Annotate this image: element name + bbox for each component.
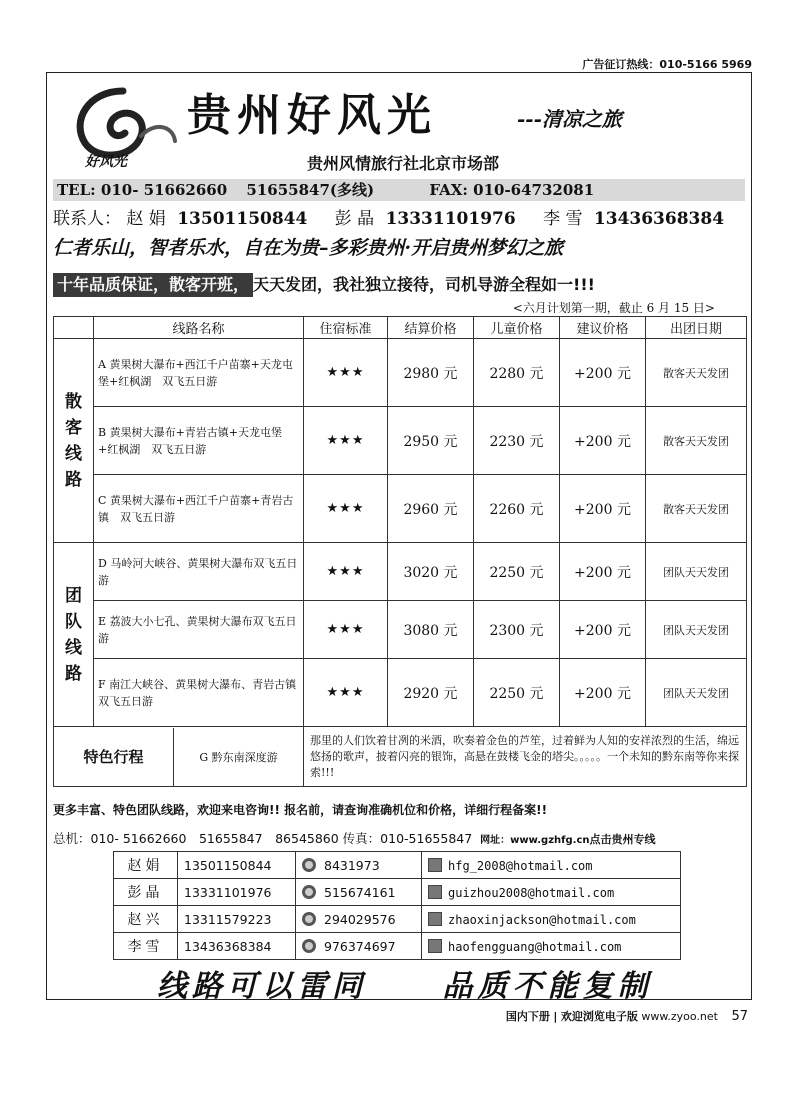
fax-number: FAX: 010-64732081	[429, 181, 595, 199]
email-address[interactable]: hfg_2008@hotmail.com	[448, 858, 593, 873]
contact-name: 赵 娟	[126, 209, 166, 229]
settle-price: 3020 元	[388, 543, 474, 601]
quality-text: 天天发团，我社独立接待，司机导游全程如一!!!	[253, 275, 595, 294]
child-price: 2300 元	[474, 601, 560, 659]
settle-price: 3080 元	[388, 601, 474, 659]
contact-row	[114, 879, 681, 906]
footer-site[interactable]: www.zyoo.net	[641, 1010, 718, 1023]
ad-frame	[46, 72, 752, 1004]
contact-name: 彭晶	[114, 879, 178, 906]
child-price: 2280 元	[474, 339, 560, 407]
child-price: 2250 元	[474, 543, 560, 601]
suggested-price: +200 元	[560, 407, 646, 475]
child-price: 2250 元	[474, 659, 560, 727]
contact-phone: 13311579223	[178, 906, 296, 933]
table-header-row	[54, 317, 747, 339]
table-row	[54, 659, 747, 727]
suggested-price: +200 元	[560, 543, 646, 601]
group-label-team: 团队线路	[54, 543, 94, 727]
star-rating: ★★★	[304, 601, 388, 659]
mail-icon	[428, 912, 442, 926]
agency-name: 贵州风情旅行社北京市场部	[307, 154, 500, 173]
switchboard-text: 总机：010- 51662660 51655847 86545860 传真：010-51655847	[53, 831, 473, 846]
tel-bar	[53, 179, 745, 201]
contact-qq	[296, 933, 422, 960]
mail-icon	[428, 939, 442, 953]
contact-row	[114, 906, 681, 933]
email-address[interactable]: zhaoxinjackson@hotmail.com	[448, 912, 636, 927]
table-header: 建议价格	[560, 317, 646, 339]
contact-qq	[296, 852, 422, 879]
footer-separator: |	[553, 1010, 558, 1023]
route-name: E 荔波大小七孔、黄果树大瀑布双飞五日游	[94, 601, 304, 659]
quality-banner	[53, 273, 745, 297]
slogan: 仁者乐山，智者乐水，自在为贵–多彩贵州·开启贵州梦幻之旅	[53, 237, 564, 259]
logo-text: 好风光	[85, 154, 127, 170]
page-subtitle: ---清凉之旅	[517, 107, 622, 131]
special-label: 特色行程	[54, 728, 174, 786]
bottom-slogan-left: 线路可以雷同	[157, 969, 367, 1004]
table-header: 儿童价格	[474, 317, 560, 339]
child-price: 2230 元	[474, 407, 560, 475]
departure-date: 团队天天发团	[646, 659, 747, 727]
table-row	[54, 407, 747, 475]
contact-row	[114, 852, 681, 879]
contact-name: 赵兴	[114, 906, 178, 933]
website-label: 网址：	[480, 835, 511, 846]
bottom-slogan-right: 品质不能复制	[442, 969, 653, 1004]
route-name: A 黄果树大瀑布+西江千户苗寨+天龙屯堡+红枫湖 双飞五日游	[94, 339, 304, 407]
special-route: G 黔东南深度游	[199, 750, 278, 764]
qq-number: 515674161	[324, 884, 396, 900]
plan-note: <六月计划第一期，截止 6 月 15 日>	[512, 301, 715, 315]
table-row	[54, 475, 747, 543]
page-title: 贵州好风光	[187, 90, 437, 141]
contact-name: 李 雪	[543, 209, 583, 229]
contacts-table	[113, 851, 681, 960]
departure-date: 散客天天发团	[646, 407, 747, 475]
contact-email	[422, 933, 681, 960]
table-header: 线路名称	[94, 317, 304, 339]
table-row	[54, 543, 747, 601]
contact-phone: 13436368384	[178, 933, 296, 960]
departure-date: 散客天天发团	[646, 475, 747, 543]
contact-row	[114, 933, 681, 960]
quality-text-highlight: 十年品质保证，散客开班，	[53, 273, 253, 297]
qq-number: 8431973	[324, 857, 380, 873]
star-rating: ★★★	[304, 339, 388, 407]
contact-phone: 13501150844	[177, 209, 308, 229]
star-rating: ★★★	[304, 407, 388, 475]
contact-phone: 13501150844	[178, 852, 296, 879]
qq-icon	[302, 858, 316, 872]
table-header: 结算价格	[388, 317, 474, 339]
table-header-blank	[54, 317, 94, 339]
tel-extra: 51655847(多线)	[246, 181, 375, 199]
email-address[interactable]: haofengguang@hotmail.com	[448, 939, 622, 954]
route-name: D 马岭河大峡谷、黄果树大瀑布双飞五日游	[94, 543, 304, 601]
more-info: 更多丰富、特色团队线路，欢迎来电咨询!! 报名前，请查询准确机位和价格，详细行程备案!!	[53, 803, 548, 817]
header	[47, 73, 751, 178]
qq-icon	[302, 912, 316, 926]
suggested-price: +200 元	[560, 601, 646, 659]
contact-qq	[296, 906, 422, 933]
table-row	[54, 601, 747, 659]
child-price: 2260 元	[474, 475, 560, 543]
table-header: 住宿标准	[304, 317, 388, 339]
mail-icon	[428, 858, 442, 872]
settle-price: 2950 元	[388, 407, 474, 475]
page-number: 57	[731, 1009, 748, 1024]
qq-number: 294029576	[324, 911, 396, 927]
route-name: B 黄果树大瀑布+青岩古镇+天龙屯堡+红枫湖 双飞五日游	[94, 407, 304, 475]
departure-date: 团队天天发团	[646, 601, 747, 659]
special-row	[54, 727, 747, 787]
tel-number: TEL: 010- 51662660	[57, 181, 228, 199]
contact-email	[422, 852, 681, 879]
contact-name: 赵娟	[114, 852, 178, 879]
website-link[interactable]: www.gzhfg.cn	[510, 835, 590, 846]
settle-price: 2980 元	[388, 339, 474, 407]
footer-section: 国内下册	[505, 1010, 550, 1023]
page-footer	[506, 1008, 748, 1024]
route-name: C 黄果树大瀑布+西江千户苗寨+青岩古镇 双飞五日游	[94, 475, 304, 543]
table-row	[54, 339, 747, 407]
table-header: 出团日期	[646, 317, 747, 339]
departure-date: 团队天天发团	[646, 543, 747, 601]
suggested-price: +200 元	[560, 475, 646, 543]
footer-note: 欢迎浏览电子版	[560, 1010, 638, 1023]
special-cell	[54, 727, 304, 787]
star-rating: ★★★	[304, 543, 388, 601]
bottom-slogan	[157, 961, 652, 1005]
contacts-line	[53, 204, 745, 229]
contact-qq	[296, 879, 422, 906]
suggested-price: +200 元	[560, 659, 646, 727]
qq-icon	[302, 885, 316, 899]
contact-name: 彭 晶	[334, 209, 375, 229]
website-suffix: 点击贵州专线	[589, 833, 656, 846]
star-rating: ★★★	[304, 659, 388, 727]
contact-phone: 13331101976	[385, 209, 516, 229]
contact-email	[422, 906, 681, 933]
departure-date: 散客天天发团	[646, 339, 747, 407]
routes-table	[53, 316, 747, 787]
suggested-price: +200 元	[560, 339, 646, 407]
contact-phone: 13436368384	[593, 209, 725, 229]
settle-price: 2960 元	[388, 475, 474, 543]
settle-price: 2920 元	[388, 659, 474, 727]
route-name: F 南江大峡谷、黄果树大瀑布、青岩古镇 双飞五日游	[94, 659, 304, 727]
qq-icon	[302, 939, 316, 953]
qq-number: 976374697	[324, 938, 396, 954]
contact-name: 李雪	[114, 933, 178, 960]
ad-hotline: 广告征订热线：010-5166 5969	[582, 58, 752, 71]
switchboard-line	[53, 829, 656, 847]
star-rating: ★★★	[304, 475, 388, 543]
contacts-label: 联系人：	[53, 209, 121, 229]
special-description: 那里的人们饮着甘冽的米酒，吹奏着金色的芦笙，过着鲜为人知的安祥浓烈的生活，绵远悠扬的歌声，披着闪亮的银饰，高悬在鼓楼飞金的塔尖。。。。。一个未知的黔东南等你来探索!!!	[304, 727, 747, 787]
group-label-individual: 散客线路	[54, 339, 94, 543]
mail-icon	[428, 885, 442, 899]
contact-email	[422, 879, 681, 906]
email-address[interactable]: guizhou2008@hotmail.com	[448, 885, 615, 900]
contact-phone: 13331101976	[178, 879, 296, 906]
